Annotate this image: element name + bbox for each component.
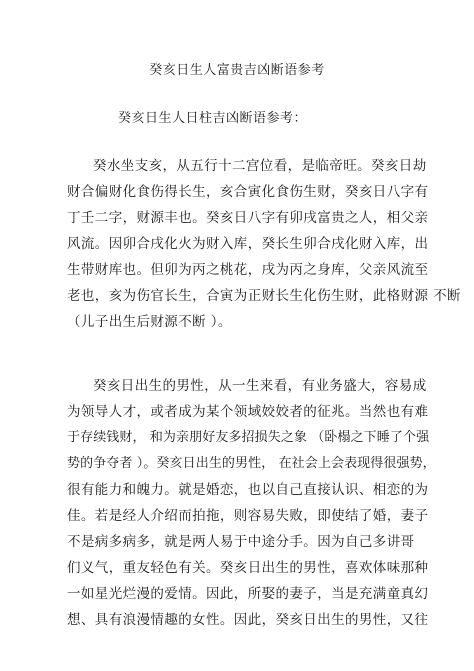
- paragraph-line: 不是病多病多，就是两人易于中途分手。因为自己多讲哥: [67, 534, 415, 550]
- paragraph-line: 想、具有浪漫情趣的女性。因此，癸亥日出生的男性，又往: [67, 612, 429, 628]
- paragraph-line: 财合偏财化食伤得长生，亥合寅化食伤生财，癸亥日八字有: [67, 184, 429, 200]
- paragraph-line: 为领导人才，或者成为某个领域姣姣者的征兆。当然也有难: [67, 404, 429, 420]
- paragraph-line: 老也，亥为伤官长生，合寅为正财长生化伤生财，此格财源 不断: [67, 288, 461, 304]
- paragraph-line: 于存续钱财， 和为亲朋好友多招损失之象 （卧榻之下睡了个强: [67, 430, 430, 445]
- paragraph-line: 丁壬二字，财源丰也。癸亥日八字有卯戌富贵之人，相父亲: [67, 210, 429, 226]
- paragraph-line: 一如星光烂漫的爱情。因此，所娶的妻子，当是充满童真幻: [67, 586, 429, 602]
- paragraph-line: 风流。因卯合戌化火为财入库，癸长生卯合戌化财入库，出: [67, 236, 429, 252]
- document-subtitle: 癸亥日生人日柱吉凶断语参考：: [118, 111, 308, 126]
- paragraph-line: 佳。若是经人介绍而拍拖，则容易失败，即使结了婚，妻子: [67, 508, 429, 524]
- paragraph-line: 癸亥日出生的男性，从一生来看，有业务盛大，容易成: [93, 378, 427, 394]
- paragraph-line: 癸水坐支亥，从五行十二宫位看，是临帝旺。癸亥日劫: [93, 158, 427, 174]
- paragraph-line: 势的争夺者 ）。癸亥日出生的男性， 在社会上会表现得很强势，: [67, 456, 436, 471]
- paragraph-line: 很有能力和魄力。就是婚恋，也以自己直接认识、相恋的为: [67, 482, 429, 498]
- paragraph-line: 生带财库也。但卯为丙之桃花，戌为丙之身库，父亲风流至: [67, 262, 429, 278]
- paragraph-line: （儿子出生后财源不断 ）。: [67, 314, 232, 330]
- document-title: 癸亥日生人富贵吉凶断语参考: [149, 63, 325, 78]
- paragraph-line: 们义气，重友轻色有关。癸亥日出生的男性，喜欢体味那种: [67, 560, 429, 576]
